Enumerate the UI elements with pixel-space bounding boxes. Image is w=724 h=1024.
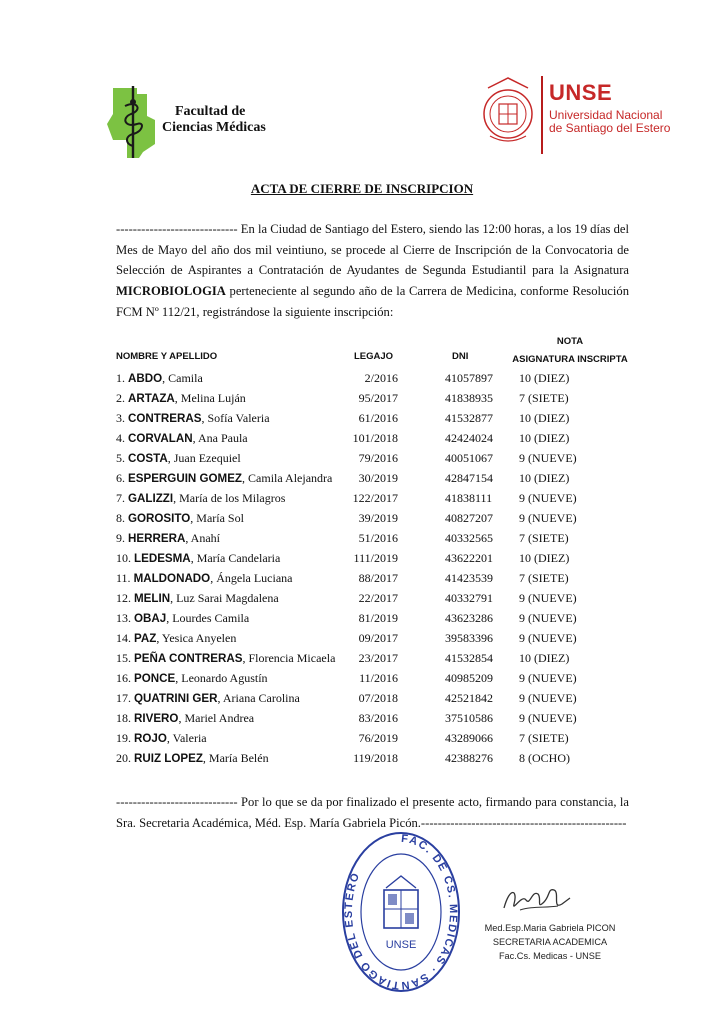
row-surname: ESPERGUIN GOMEZ — [128, 472, 243, 485]
table-row — [0, 491, 724, 511]
table-row — [0, 571, 724, 591]
table-row — [0, 731, 724, 751]
row-name — [116, 411, 270, 426]
row-nota: 9 (NUEVE) — [519, 611, 577, 625]
table-row — [0, 411, 724, 431]
row-dni: 41532854 — [445, 651, 493, 665]
row-legajo: 61/2016 — [358, 411, 398, 425]
row-dni: 37510586 — [445, 711, 493, 725]
table-row — [0, 631, 724, 651]
signer-institution: Fac.Cs. Medicas - UNSE — [498, 951, 602, 961]
table-row — [0, 451, 724, 471]
row-dni: 40332791 — [445, 591, 493, 605]
row-given-name: , Ana Paula — [192, 431, 248, 445]
row-given-name: , Camila Alejandra — [242, 471, 333, 485]
row-dni: 43289066 — [445, 731, 493, 745]
unse-subtitle — [549, 109, 670, 135]
row-surname: QUATRINI GER — [134, 692, 218, 705]
table-row — [0, 391, 724, 411]
unse-title: UNSE — [549, 80, 613, 105]
row-nota: 7 (SIETE) — [519, 731, 569, 745]
row-legajo: 09/2017 — [358, 631, 398, 645]
row-name — [116, 591, 279, 606]
row-dni: 41532877 — [445, 411, 493, 425]
row-given-name: , María Belén — [202, 751, 269, 765]
stamp-center-text: UNSE — [385, 939, 417, 951]
row-name — [116, 371, 203, 386]
row-number: 18. — [116, 711, 131, 725]
row-legajo: 22/2017 — [358, 591, 398, 605]
row-surname: ROJO — [134, 732, 167, 745]
row-surname: CORVALAN — [128, 432, 193, 445]
row-name — [116, 751, 269, 766]
row-given-name: , Luz Sarai Magdalena — [170, 591, 279, 605]
header-nota — [505, 333, 635, 369]
row-nota: 9 (NUEVE) — [519, 511, 577, 525]
row-name — [116, 471, 332, 486]
table-row — [0, 611, 724, 631]
row-legajo: 51/2016 — [358, 531, 398, 545]
row-number: 7. — [116, 491, 125, 505]
row-nota: 10 (DIEZ) — [519, 371, 570, 385]
row-name — [116, 531, 220, 546]
row-dni: 43622201 — [445, 551, 493, 565]
row-nota: 10 (DIEZ) — [519, 551, 570, 565]
header-name: NOMBRE Y APELLIDO — [116, 351, 218, 362]
row-given-name: , Juan Ezequiel — [167, 451, 241, 465]
row-given-name: , Melina Luján — [174, 391, 246, 405]
table-row — [0, 551, 724, 571]
row-given-name: , María de los Milagros — [173, 491, 286, 505]
row-number: 5. — [116, 451, 125, 465]
row-given-name: , María Sol — [190, 511, 244, 525]
unse-subtitle-line1: Universidad Nacional — [549, 108, 663, 122]
row-name — [116, 651, 335, 666]
row-nota: 9 (NUEVE) — [519, 591, 577, 605]
row-name — [116, 731, 207, 746]
row-given-name: , Anahí — [185, 531, 221, 545]
table-row — [0, 531, 724, 551]
faculty-name — [162, 104, 266, 136]
table-row — [0, 591, 724, 611]
row-surname: GOROSITO — [128, 512, 191, 525]
row-dni: 41838111 — [445, 491, 493, 505]
row-surname: OBAJ — [134, 612, 167, 625]
signer-name: Med.Esp.Maria Gabriela PICON — [484, 923, 616, 933]
row-nota: 7 (SIETE) — [519, 531, 569, 545]
header-nota-line2: ASIGNATURA INSCRIPTA — [512, 354, 628, 365]
row-name — [116, 711, 254, 726]
row-given-name: , Ángela Luciana — [210, 571, 293, 585]
table-row — [0, 691, 724, 711]
signature-icon — [496, 880, 576, 920]
row-surname: GALIZZI — [128, 492, 174, 505]
row-name — [116, 431, 248, 446]
row-surname: MELIN — [134, 592, 171, 605]
row-given-name: , Valeria — [166, 731, 207, 745]
row-number: 9. — [116, 531, 125, 545]
row-nota: 9 (NUEVE) — [519, 671, 577, 685]
header-legajo: LEGAJO — [354, 351, 394, 362]
table-row — [0, 651, 724, 671]
row-surname: PEÑA CONTRERAS — [134, 652, 243, 665]
closing-paragraph: ----------------------------- Por lo que se da por finalizado el presente acto, firmando para constancia, la Sra. Secretaria Académica, Méd. Esp. María Gabriela Picón.------------------------------------------------- — [116, 795, 629, 830]
row-legajo: 111/2019 — [353, 551, 398, 565]
table-row — [0, 711, 724, 731]
row-given-name: , Lourdes Camila — [166, 611, 250, 625]
row-legajo: 76/2019 — [358, 731, 398, 745]
row-dni: 41838935 — [445, 391, 493, 405]
row-dni: 41057897 — [445, 371, 493, 385]
row-nota: 7 (SIETE) — [519, 571, 569, 585]
row-nota: 10 (DIEZ) — [519, 471, 570, 485]
stamp-coat-of-arms-icon — [384, 876, 418, 928]
unse-divider — [541, 76, 543, 154]
row-legajo: 95/2017 — [358, 391, 398, 405]
row-name — [116, 611, 249, 626]
faculty-name-line2: Ciencias Médicas — [162, 120, 266, 135]
row-nota: 10 (DIEZ) — [519, 651, 570, 665]
row-surname: ARTAZA — [128, 392, 175, 405]
row-nota: 10 (DIEZ) — [519, 411, 570, 425]
row-number: 4. — [116, 431, 125, 445]
row-number: 12. — [116, 591, 131, 605]
row-given-name: , Yesica Anyelen — [156, 631, 237, 645]
row-dni: 41423539 — [445, 571, 493, 585]
row-legajo: 81/2019 — [358, 611, 398, 625]
row-dni: 40985209 — [445, 671, 493, 685]
row-dni: 40332565 — [445, 531, 493, 545]
row-given-name: , Camila — [162, 371, 203, 385]
row-name — [116, 671, 268, 686]
row-number: 20. — [116, 751, 131, 765]
row-surname: LEDESMA — [134, 552, 191, 565]
row-surname: CONTRERAS — [128, 412, 202, 425]
row-number: 19. — [116, 731, 131, 745]
table-row — [0, 431, 724, 451]
row-nota: 7 (SIETE) — [519, 391, 569, 405]
row-legajo: 30/2019 — [358, 471, 398, 485]
header-dni: DNI — [452, 351, 469, 362]
intro-text-part1: ----------------------------- En la Ciudad de Santiago del Estero, siendo las 12:00 horas, a los 19 días del Mes de Mayo del año dos mil veintiuno, se procede al Cierre de Inscripción de la Convocatoria de Selección de Aspirantes a Contratación de Ayudantes de Segunda Estudiantil para la Asignatura — [116, 222, 629, 278]
row-legajo: 07/2018 — [358, 691, 398, 705]
unse-subtitle-line2: de Santiago del Estero — [549, 121, 671, 135]
row-name — [116, 511, 244, 526]
row-dni: 39583396 — [445, 631, 493, 645]
row-name — [116, 691, 300, 706]
row-given-name: , Ariana Carolina — [217, 691, 300, 705]
row-dni: 40827207 — [445, 511, 493, 525]
row-given-name: , Leonardo Agustín — [175, 671, 268, 685]
row-name — [116, 491, 285, 506]
header-nota-line1: NOTA — [556, 336, 584, 347]
row-dni: 42521842 — [445, 691, 493, 705]
row-legajo: 11/2016 — [359, 671, 398, 685]
row-number: 6. — [116, 471, 125, 485]
row-number: 16. — [116, 671, 131, 685]
row-legajo: 88/2017 — [358, 571, 398, 585]
row-given-name: , Florencia Micaela — [242, 651, 336, 665]
signature-block — [470, 921, 630, 963]
row-nota: 10 (DIEZ) — [519, 431, 570, 445]
unse-seal-icon — [480, 74, 536, 148]
row-legajo: 2/2016 — [364, 371, 398, 385]
row-number: 17. — [116, 691, 131, 705]
row-legajo: 101/2018 — [352, 431, 398, 445]
row-number: 11. — [116, 571, 131, 585]
row-given-name: , Sofía Valeria — [201, 411, 270, 425]
row-given-name: , Mariel Andrea — [178, 711, 255, 725]
row-surname: COSTA — [128, 452, 168, 465]
stamp-ring-text: FAC. DE CS. MÉDICAS · SANTIAGO DEL ESTERO — [342, 832, 460, 992]
row-number: 14. — [116, 631, 131, 645]
signer-role: SECRETARIA ACADEMICA — [492, 937, 608, 947]
row-legajo: 39/2019 — [358, 511, 398, 525]
row-surname: ABDO — [128, 372, 163, 385]
row-dni: 42388276 — [445, 751, 493, 765]
row-nota: 9 (NUEVE) — [519, 491, 577, 505]
row-surname: MALDONADO — [133, 572, 211, 585]
row-legajo: 79/2016 — [358, 451, 398, 465]
row-number: 3. — [116, 411, 125, 425]
row-surname: PAZ — [134, 632, 157, 645]
row-surname: RUIZ LOPEZ — [134, 752, 203, 765]
row-nota: 9 (NUEVE) — [519, 711, 577, 725]
row-name — [116, 451, 241, 466]
table-row — [0, 751, 724, 771]
table-row — [0, 371, 724, 391]
row-legajo: 119/2018 — [353, 751, 398, 765]
row-legajo: 83/2016 — [358, 711, 398, 725]
row-surname: HERRERA — [128, 532, 186, 545]
fcm-logo-icon — [103, 84, 167, 160]
intro-text-part2: perteneciente al segundo año de la Carrera de Medicina, conforme Resolución FCM Nº 112/21, registrándose la siguiente inscripción: — [116, 284, 629, 319]
row-surname: PONCE — [134, 672, 176, 685]
row-dni: 42424024 — [445, 431, 493, 445]
row-dni: 40051067 — [445, 451, 493, 465]
row-name — [116, 551, 280, 566]
row-number: 2. — [116, 391, 125, 405]
row-surname: RIVERO — [134, 712, 179, 725]
row-given-name: , María Candelaria — [190, 551, 281, 565]
row-nota: 9 (NUEVE) — [519, 691, 577, 705]
row-dni: 43623286 — [445, 611, 493, 625]
row-dni: 42847154 — [445, 471, 493, 485]
row-number: 10. — [116, 551, 131, 565]
row-nota: 9 (NUEVE) — [519, 631, 577, 645]
faculty-stamp — [340, 830, 462, 994]
row-number: 1. — [116, 371, 125, 385]
row-number: 13. — [116, 611, 131, 625]
document-title: ACTA DE CIERRE DE INSCRIPCION — [250, 181, 474, 196]
row-name — [116, 571, 293, 586]
row-number: 15. — [116, 651, 131, 665]
table-row — [0, 671, 724, 691]
row-legajo: 23/2017 — [358, 651, 398, 665]
table-row — [0, 471, 724, 491]
row-number: 8. — [116, 511, 125, 525]
row-legajo: 122/2017 — [352, 491, 398, 505]
row-nota: 8 (OCHO) — [519, 751, 570, 765]
intro-paragraph — [116, 219, 629, 323]
faculty-name-line1: Facultad de — [175, 104, 246, 119]
table-row — [0, 511, 724, 531]
row-name — [116, 391, 246, 406]
row-name — [116, 631, 236, 646]
subject-name: MICROBIOLOGIA — [116, 284, 226, 299]
row-nota: 9 (NUEVE) — [519, 451, 577, 465]
